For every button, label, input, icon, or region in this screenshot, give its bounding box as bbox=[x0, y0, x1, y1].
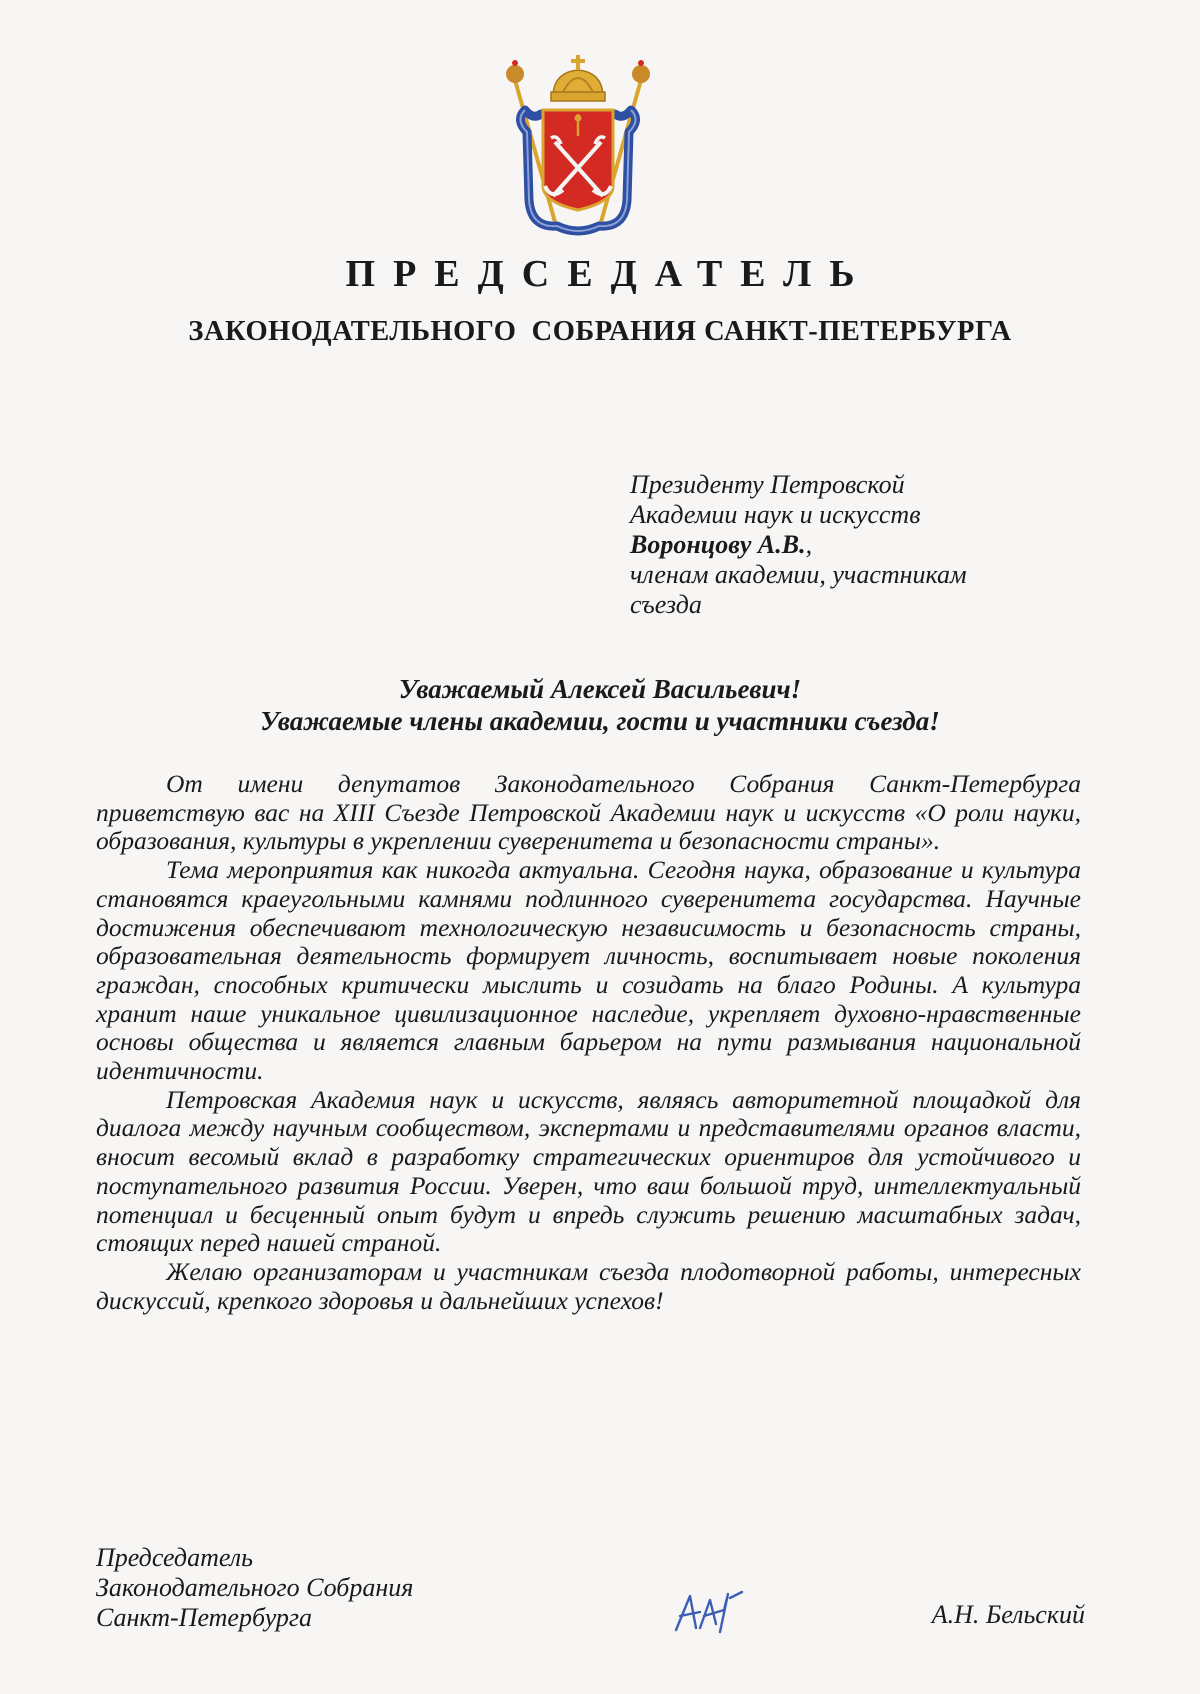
letter-body bbox=[96, 770, 1081, 1315]
addressee-line: съезда bbox=[630, 590, 702, 619]
addressee-line: Академии наук и искусств bbox=[630, 500, 921, 529]
document-subtitle: ЗАКОНОДАТЕЛЬНОГО СОБРАНИЯ САНКТ-ПЕТЕРБУРГА bbox=[188, 316, 1012, 347]
signatory-title-line: Председатель bbox=[96, 1543, 253, 1572]
body-paragraph: Тема мероприятия как никогда актуальна. Сегодня наука, образование и культура становятся краеугольными камнями подлинного суверенитета государства. Научные достижения обеспечивают технологическую независимость и безопасность страны, образовательная деятельность формирует личность, воспитывает новые поколения граждан, способных критически мыслить и созидать на благо Родины. А культура хранит наше уникальное цивилизационное наследие, укрепляет духовно-нравственные основы общества и является главным барьером на пути размывания национальной идентичности. bbox=[96, 855, 1081, 1086]
signatory-title bbox=[96, 1543, 516, 1633]
body-paragraph: От имени депутатов Законодательного Собрания Санкт-Петербурга приветствую вас на XIII Съезде Петровской Академии наук и искусств «О роли науки, образования, культуры в укреплении суверенитета и безопасности страны». bbox=[96, 769, 1081, 856]
addressee-name: Воронцову А.В. bbox=[630, 530, 806, 559]
handwritten-signature-icon bbox=[670, 1588, 746, 1636]
salutation-line: Уважаемый Алексей Васильевич! bbox=[398, 674, 802, 704]
addressee-name-suffix: , bbox=[805, 530, 813, 559]
signatory-title-line: Санкт-Петербурга bbox=[96, 1603, 313, 1632]
document-title: ПРЕДСЕДАТЕЛЬ bbox=[345, 253, 873, 295]
body-paragraph: Петровская Академия наук и искусств, являясь авторитетной площадкой для диалога между научным сообществом, экспертами и представителями органов власти, вносит весомый вклад в разработку стратегических ориентиров для устойчивого и поступательного развития России. Уверен, что ваш большой труд, интеллектуальный потенциал и бесценный опыт будут и впредь служить решению масштабных задач, стоящих перед нашей страной. bbox=[96, 1084, 1081, 1258]
signatory-title-line: Законодательного Собрания bbox=[96, 1573, 414, 1602]
addressee-line: Президенту Петровской bbox=[630, 470, 905, 499]
addressee-name-line bbox=[630, 530, 1090, 560]
saint-petersburg-coat-of-arms-icon bbox=[495, 50, 661, 242]
body-paragraph: Желаю организаторам и участникам съезда плодотворной работы, интересных дискуссий, крепкого здоровья и дальнейших успехов! bbox=[96, 1256, 1081, 1315]
addressee-block bbox=[630, 470, 1090, 620]
salutation-line: Уважаемые члены академии, гости и участники съезда! bbox=[260, 706, 940, 736]
signatory-name: А.Н. Бельский bbox=[931, 1600, 1085, 1629]
salutation bbox=[0, 673, 1200, 737]
addressee-line: членам академии, участникам bbox=[630, 560, 967, 589]
